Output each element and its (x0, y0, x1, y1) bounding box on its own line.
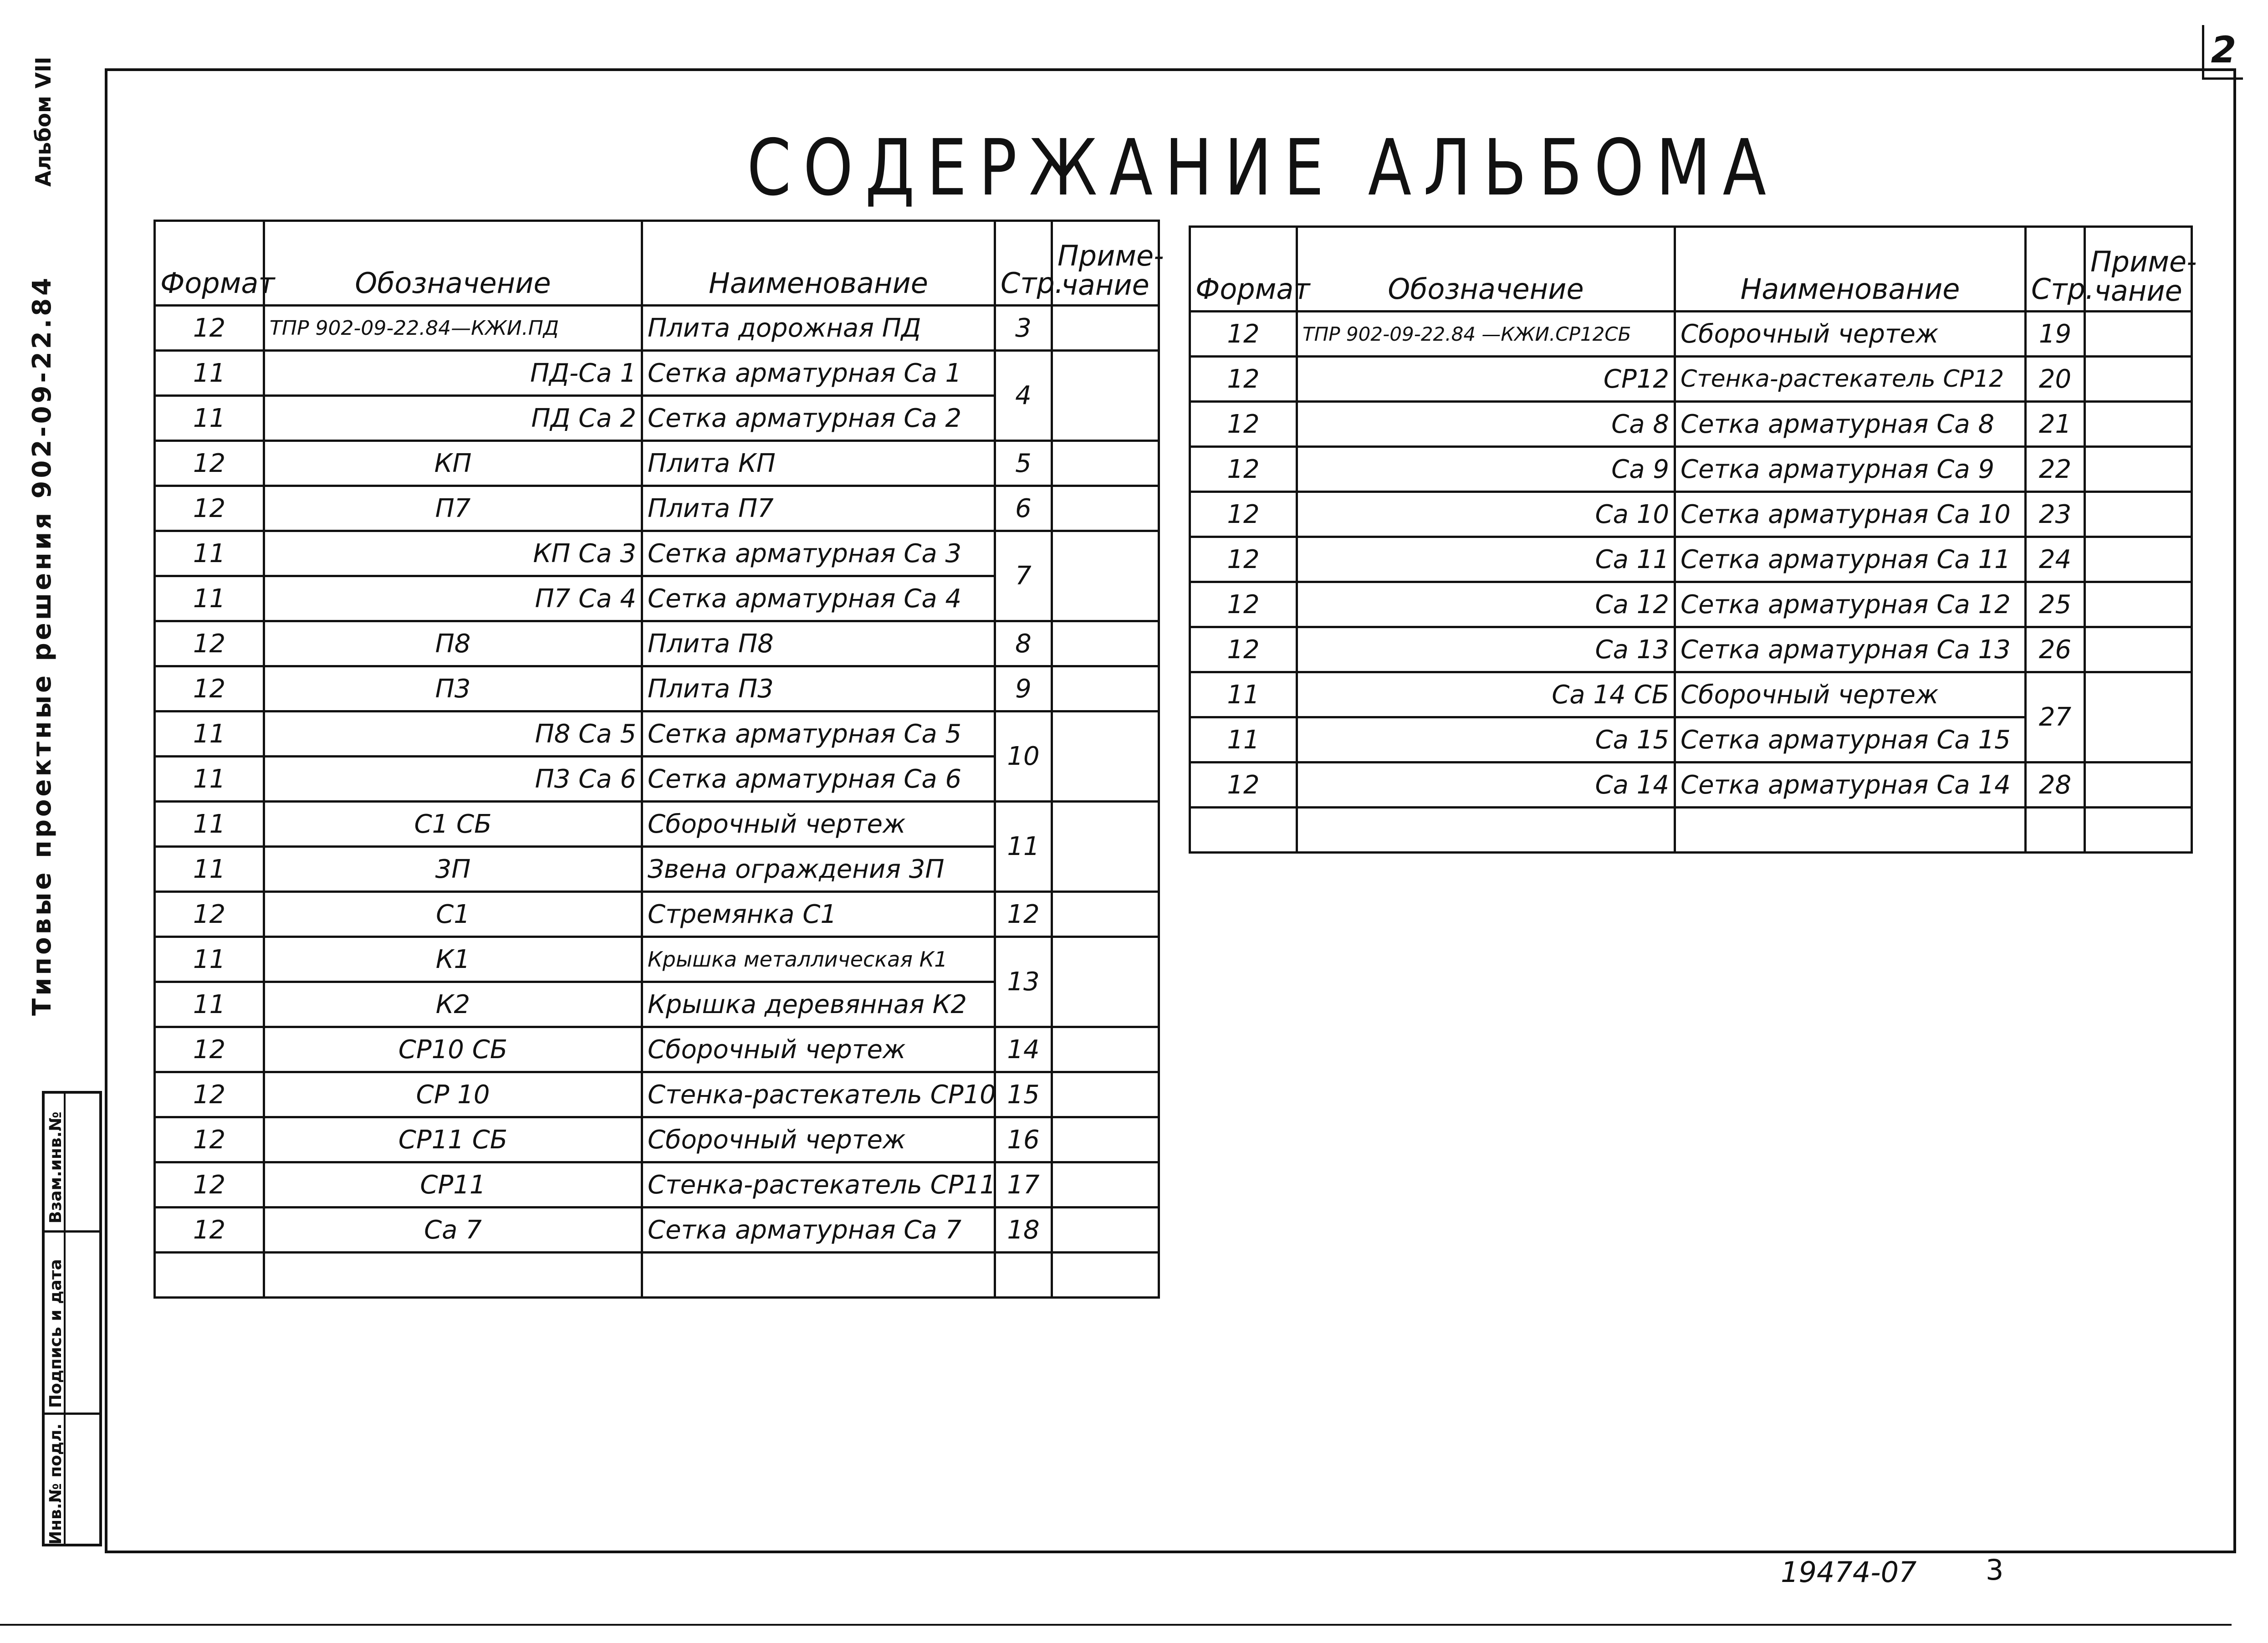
cell-format: 12 (155, 486, 264, 531)
cell-name: Сборочный чертеж (642, 1117, 995, 1162)
cell-page: 14 (995, 1027, 1052, 1072)
cell-format: 12 (155, 306, 264, 351)
table-row (1190, 582, 2192, 627)
table-row (1190, 763, 2192, 808)
cell-name: Плита дорожная ПД (642, 306, 995, 351)
cell-name: Стенка-растекатель СР12 (1675, 357, 2026, 402)
table-row (155, 486, 1159, 531)
cell-designation: П3 (264, 666, 642, 711)
cell-format (155, 1253, 264, 1298)
table-row (155, 1208, 1159, 1253)
stamp-line (45, 1413, 99, 1415)
cell-designation: КП Са 3 (264, 531, 642, 576)
cell-name: Сетка арматурная Са 13 (1675, 627, 2026, 672)
cell-designation (264, 1253, 642, 1298)
cell-page: 22 (2026, 447, 2085, 492)
stamp-cell-replace: Взам.инв.№ (46, 1111, 65, 1223)
cell-name: Плита П3 (642, 666, 995, 711)
archive-code: 19474-07 (1781, 1556, 1917, 1589)
cell-format: 11 (155, 576, 264, 621)
cell-name: Сетка арматурная Са 4 (642, 576, 995, 621)
cell-designation: СР11 СБ (264, 1117, 642, 1162)
cell-page: 24 (2026, 537, 2085, 582)
cell-designation (1297, 808, 1675, 853)
cell-note (1052, 1208, 1159, 1253)
table-row (1190, 402, 2192, 447)
header-format: Формат (1190, 227, 1297, 312)
header-page: Стр. (2026, 227, 2085, 312)
cell-name: Сетка арматурная Са 10 (1675, 492, 2026, 537)
cell-designation: КП (264, 441, 642, 486)
cell-designation: ТПР 902-09-22.84 —КЖИ.СР12СБ (1297, 312, 1675, 357)
cell-format: 12 (1190, 763, 1297, 808)
header-designation: Обозначение (1297, 227, 1675, 312)
cell-note (2085, 312, 2192, 357)
cell-page: 20 (2026, 357, 2085, 402)
album-label: Альбом VII (31, 56, 56, 187)
cell-designation: 3П (264, 847, 642, 892)
cell-format: 11 (155, 847, 264, 892)
table-row (155, 306, 1159, 351)
cell-page: 12 (995, 892, 1052, 937)
cell-designation: ПД-Са 1 (264, 351, 642, 396)
cell-note (2085, 763, 2192, 808)
cell-format: 11 (1190, 717, 1297, 763)
table-row (1190, 312, 2192, 357)
cell-note (1052, 1027, 1159, 1072)
cell-designation: Са 7 (264, 1208, 642, 1253)
cell-note (1052, 441, 1159, 486)
cell-designation: Са 13 (1297, 627, 1675, 672)
cell-page: 4 (995, 351, 1052, 441)
cell-page: 23 (2026, 492, 2085, 537)
header-note-text: Приме- чание (2090, 245, 2197, 307)
cell-name: Сетка арматурная Са 6 (642, 757, 995, 802)
cell-page: 7 (995, 531, 1052, 621)
cell-page: 5 (995, 441, 1052, 486)
cell-note (2085, 672, 2192, 763)
cell-designation: ТПР 902-09-22.84—КЖИ.ПД (264, 306, 642, 351)
cell-format: 11 (155, 982, 264, 1027)
cell-note (1052, 1072, 1159, 1117)
cell-name: Плита П7 (642, 486, 995, 531)
cell-page: 28 (2026, 763, 2085, 808)
cell-note (1052, 486, 1159, 531)
cell-designation: СР11 (264, 1162, 642, 1208)
table-row (155, 621, 1159, 666)
cell-designation: К1 (264, 937, 642, 982)
cell-page: 8 (995, 621, 1052, 666)
table-row (155, 1162, 1159, 1208)
cell-name: Крышка металлическая К1 (642, 937, 995, 982)
cell-page: 3 (995, 306, 1052, 351)
cell-name: Сетка арматурная Са 12 (1675, 582, 2026, 627)
header-name: Наименование (1675, 227, 2026, 312)
table-row (155, 1117, 1159, 1162)
cell-note (2085, 357, 2192, 402)
cell-format: 11 (155, 531, 264, 576)
table-row (1190, 447, 2192, 492)
cell-designation: Са 14 СБ (1297, 672, 1675, 717)
table-row (1190, 672, 2192, 717)
cell-designation: ПД Са 2 (264, 396, 642, 441)
cell-format: 11 (155, 351, 264, 396)
cell-note (2085, 582, 2192, 627)
page-title: СОДЕРЖАНИЕ АЛЬБОМА (747, 123, 1778, 213)
cell-format: 12 (1190, 357, 1297, 402)
table-row (155, 441, 1159, 486)
cell-note (2085, 492, 2192, 537)
table-row (155, 1253, 1159, 1298)
cell-note (1052, 306, 1159, 351)
cell-format: 11 (155, 757, 264, 802)
cell-format: 12 (1190, 627, 1297, 672)
cell-page: 27 (2026, 672, 2085, 763)
cell-name: Сборочный чертеж (1675, 312, 2026, 357)
cell-name: Сетка арматурная Са 15 (1675, 717, 2026, 763)
table-row (155, 937, 1159, 982)
table-row (155, 666, 1159, 711)
page-number-box (2202, 25, 2243, 80)
cell-name: Сборочный чертеж (642, 802, 995, 847)
cell-name: Крышка деревянная К2 (642, 982, 995, 1027)
page-number: 2 (2211, 29, 2237, 71)
cell-format: 12 (155, 621, 264, 666)
cell-designation: СР 10 (264, 1072, 642, 1117)
table-row (155, 1027, 1159, 1072)
table-row (1190, 492, 2192, 537)
header-name: Наименование (642, 221, 995, 306)
series-label: Типовые проектные решения 902-09-22.84 (27, 275, 57, 1016)
cell-name (642, 1253, 995, 1298)
cell-name: Стремянка С1 (642, 892, 995, 937)
cell-name: Плита П8 (642, 621, 995, 666)
cell-name: Сетка арматурная Са 2 (642, 396, 995, 441)
header-designation: Обозначение (264, 221, 642, 306)
table-row (1190, 627, 2192, 672)
cell-note (2085, 447, 2192, 492)
stamp-line (45, 1230, 99, 1233)
cell-designation: Са 11 (1297, 537, 1675, 582)
cell-name: Плита КП (642, 441, 995, 486)
cell-format: 12 (155, 1027, 264, 1072)
cell-page: 6 (995, 486, 1052, 531)
cell-page: 10 (995, 711, 1052, 802)
cell-page: 19 (2026, 312, 2085, 357)
cell-designation: П3 Са 6 (264, 757, 642, 802)
cell-note (1052, 666, 1159, 711)
cell-format: 12 (155, 1117, 264, 1162)
cell-format: 11 (155, 396, 264, 441)
cell-page: 18 (995, 1208, 1052, 1253)
cell-note (2085, 808, 2192, 853)
cell-format: 12 (155, 1162, 264, 1208)
cell-note (1052, 711, 1159, 802)
approval-stamp (42, 1091, 102, 1546)
cell-designation: СР12 (1297, 357, 1675, 402)
table-header-row (155, 221, 1159, 306)
cell-format: 12 (1190, 492, 1297, 537)
cell-format: 11 (155, 711, 264, 757)
cell-note (2085, 402, 2192, 447)
table-row (155, 1072, 1159, 1117)
contents-table-left (153, 220, 1164, 1299)
cell-format: 12 (155, 892, 264, 937)
cell-name: Стенка-растекатель СР10 (642, 1072, 995, 1117)
header-format: Формат (155, 221, 264, 306)
cell-page: 15 (995, 1072, 1052, 1117)
cell-name: Сетка арматурная Са 8 (1675, 402, 2026, 447)
cell-page: 17 (995, 1162, 1052, 1208)
cell-name: Сетка арматурная Са 14 (1675, 763, 2026, 808)
cell-designation: С1 (264, 892, 642, 937)
cell-note (1052, 1253, 1159, 1298)
cell-note (1052, 1162, 1159, 1208)
cell-format: 12 (155, 1208, 264, 1253)
cell-page: 13 (995, 937, 1052, 1027)
cell-format: 12 (1190, 402, 1297, 447)
cell-page: 21 (2026, 402, 2085, 447)
table-row (155, 351, 1159, 396)
cell-designation: П8 Са 5 (264, 711, 642, 757)
cell-name (1675, 808, 2026, 853)
cell-designation: П7 Са 4 (264, 576, 642, 621)
table-row (155, 531, 1159, 576)
table-row (155, 892, 1159, 937)
cell-format: 12 (1190, 537, 1297, 582)
cell-name: Сетка арматурная Са 9 (1675, 447, 2026, 492)
header-note (1052, 221, 1164, 306)
cell-note (1052, 802, 1159, 892)
stamp-cell-inventory: Инв.№ подл. (46, 1423, 65, 1545)
table-row (1190, 537, 2192, 582)
cell-name: Стенка-растекатель СР11 (642, 1162, 995, 1208)
cell-note (1052, 892, 1159, 937)
cell-designation: Са 10 (1297, 492, 1675, 537)
cell-name: Сетка арматурная Са 11 (1675, 537, 2026, 582)
cell-page (995, 1253, 1052, 1298)
table-row (1190, 357, 2192, 402)
cell-designation: Са 9 (1297, 447, 1675, 492)
cell-designation: С1 СБ (264, 802, 642, 847)
cell-format: 12 (155, 666, 264, 711)
cell-name: Сетка арматурная Са 3 (642, 531, 995, 576)
cell-note (1052, 351, 1159, 441)
cell-format: 12 (155, 1072, 264, 1117)
cell-page (2026, 808, 2085, 853)
cell-name: Сборочный чертеж (1675, 672, 2026, 717)
cell-designation: Са 12 (1297, 582, 1675, 627)
cell-note (2085, 627, 2192, 672)
cell-name: Сборочный чертеж (642, 1027, 995, 1072)
trim-line (0, 1624, 2232, 1626)
cell-note (1052, 937, 1159, 1027)
table-header-row (1190, 227, 2192, 312)
cell-page: 16 (995, 1117, 1052, 1162)
contents-table-right (1189, 225, 2197, 854)
cell-page: 26 (2026, 627, 2085, 672)
cell-name: Сетка арматурная Са 5 (642, 711, 995, 757)
header-page: Стр. (995, 221, 1052, 306)
cell-note (1052, 531, 1159, 621)
cell-format: 12 (1190, 582, 1297, 627)
cell-name: Сетка арматурная Са 1 (642, 351, 995, 396)
cell-designation: П8 (264, 621, 642, 666)
cell-designation: СР10 СБ (264, 1027, 642, 1072)
cell-format: 12 (1190, 447, 1297, 492)
cell-name: Сетка арматурная Са 7 (642, 1208, 995, 1253)
cell-page: 9 (995, 666, 1052, 711)
table-row (155, 802, 1159, 847)
cell-format: 12 (1190, 312, 1297, 357)
cell-designation: К2 (264, 982, 642, 1027)
header-note (2085, 227, 2197, 312)
cell-designation: Са 14 (1297, 763, 1675, 808)
stamp-cell-signature: Подпись и дата (46, 1259, 65, 1408)
sheet-number: 3 (1986, 1553, 2004, 1587)
header-note-text: Приме- чание (1057, 239, 1164, 302)
table-row (1190, 808, 2192, 853)
cell-format: 11 (155, 937, 264, 982)
cell-name: Звена ограждения 3П (642, 847, 995, 892)
table-row (155, 711, 1159, 757)
cell-format: 11 (155, 802, 264, 847)
cell-format: 12 (155, 441, 264, 486)
cell-page: 11 (995, 802, 1052, 892)
cell-designation: Са 8 (1297, 402, 1675, 447)
cell-format: 11 (1190, 672, 1297, 717)
cell-note (1052, 621, 1159, 666)
cell-note (1052, 1117, 1159, 1162)
cell-designation: Са 15 (1297, 717, 1675, 763)
cell-page: 25 (2026, 582, 2085, 627)
cell-note (2085, 537, 2192, 582)
cell-format (1190, 808, 1297, 853)
cell-designation: П7 (264, 486, 642, 531)
